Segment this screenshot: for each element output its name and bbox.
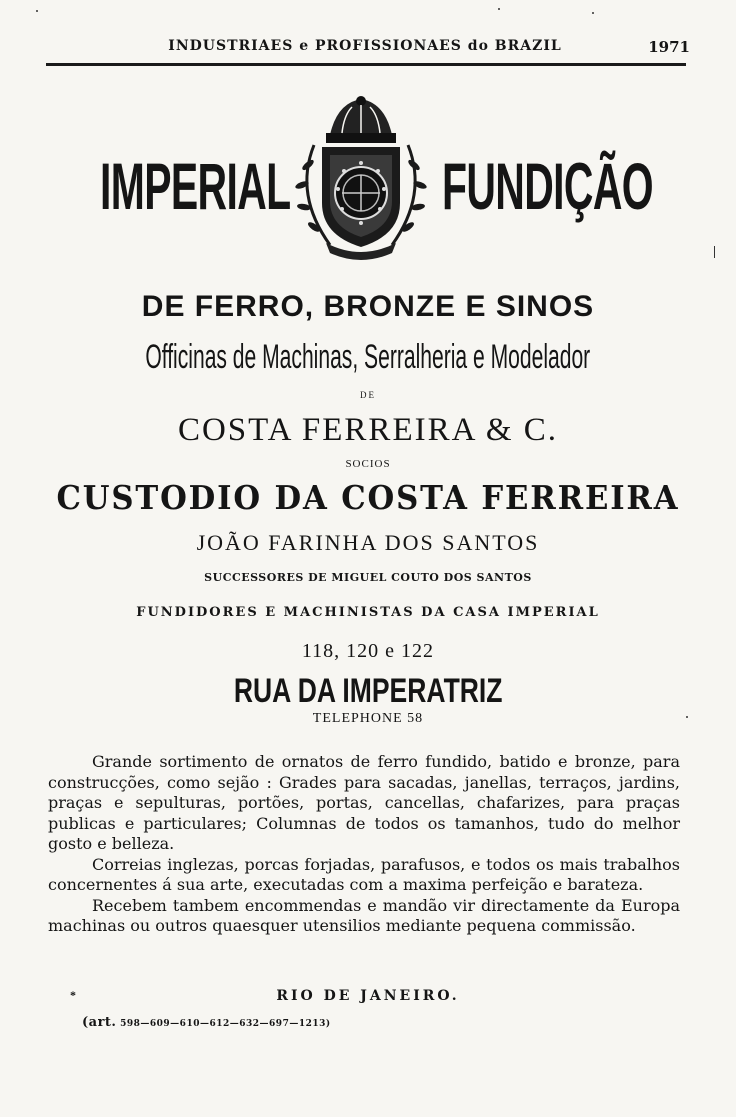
scan-speck	[36, 10, 38, 12]
title-block	[0, 95, 736, 265]
imperial-crest-icon	[282, 95, 440, 260]
page-number: 1971	[648, 38, 690, 56]
body-paragraph: Grande sortimento de ornatos de ferro fundido, batido e bronze, para construcções, como sejão : Grades para sacadas, janellas, terraços, jardins, praças e sepulturas, portões, portas, cancellas, chafarizes, para praças publicas e particulares; Columnas de todos os tamanhos, tudo do melhor gosto e belleza.	[48, 752, 680, 853]
city-mark: *	[70, 988, 76, 1002]
title-right-word: FUNDIÇÃO	[442, 149, 653, 223]
scan-speck	[686, 716, 688, 718]
subtitle-materials: DE FERRO, BRONZE E SINOS	[141, 290, 595, 323]
subtitle-workshops-text: Officinas de Machinas, Serralheria e Modelador	[145, 338, 591, 376]
partner-second: JOÃO FARINHA DOS SANTOS	[196, 530, 540, 555]
scan-speck	[592, 12, 594, 14]
body-paragraph: Recebem tambem encommendas e mandão vir directamente da Europa machinas ou outros quaesquer utensilios mediante pequena commissão.	[48, 895, 680, 935]
partner-first-name: CUSTODIO DA COSTA FERREIRA	[56, 478, 680, 517]
scan-speck	[498, 8, 500, 10]
subtitle-workshops	[0, 338, 736, 377]
partner-first	[0, 478, 736, 517]
article-reference	[82, 1015, 331, 1030]
running-title: INDUSTRIAES e PROFISSIONAES do BRAZIL	[168, 38, 562, 54]
telephone-line: TELEPHONE 58	[312, 711, 424, 726]
scan-speck	[714, 246, 715, 258]
street-numbers: 118, 120 e 122	[301, 640, 435, 662]
header-rule	[46, 63, 686, 66]
firm-preposition: DE	[360, 390, 376, 400]
running-header	[40, 38, 690, 62]
city-line: RIO DE JANEIRO.	[276, 988, 460, 1004]
successors-line: SUCCESSORES DE MIGUEL COUTO DOS SANTOS	[204, 571, 532, 584]
partners-label: SOCIOS	[345, 458, 391, 470]
founders-line: FUNDIDORES E MACHINISTAS DA CASA IMPERIAL	[136, 605, 600, 620]
title-left-word: IMPERIAL	[100, 149, 291, 223]
street-name	[0, 672, 736, 711]
street-name-text: RUA DA IMPERATRIZ	[233, 672, 503, 710]
body-text	[48, 752, 680, 937]
article-numbers: 598—609—610—612—632—697—1213)	[120, 1019, 331, 1029]
article-prefix: (art.	[82, 1015, 117, 1030]
firm-name: COSTA FERREIRA & C.	[177, 412, 559, 448]
body-paragraph: Correias inglezas, porcas forjadas, parafusos, e todos os mais trabalhos concernentes á sua arte, executadas com a maxima perfeição e barateza.	[48, 854, 680, 894]
